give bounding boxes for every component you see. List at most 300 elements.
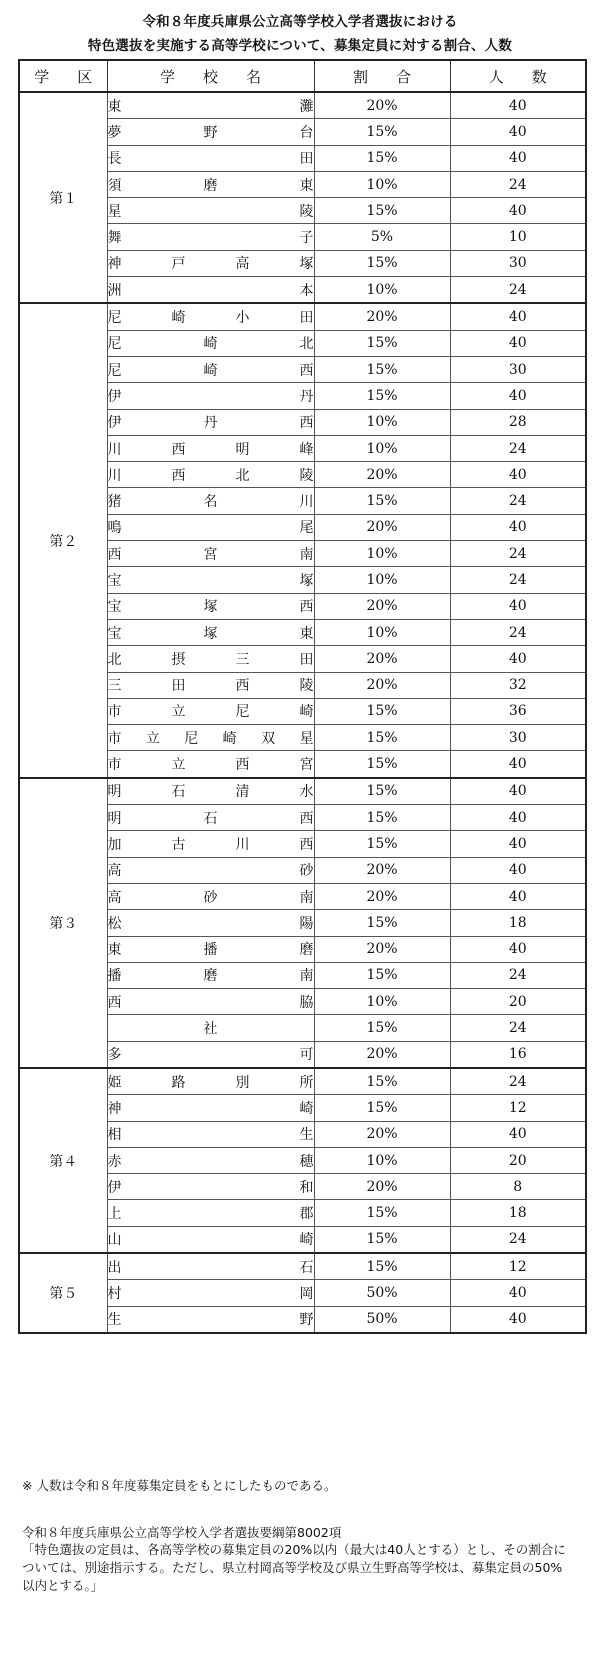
header-char: 数 [531, 67, 547, 86]
school-name-char: 磨 [203, 177, 218, 194]
school-name-cell [107, 409, 314, 435]
ratio-cell: 15% [314, 1200, 450, 1226]
school-name-char: 明 [107, 784, 122, 801]
ratio-cell: 15% [314, 330, 450, 356]
school-name-char: 峰 [299, 441, 314, 458]
header-count [450, 60, 586, 92]
school-name-char: 明 [107, 810, 122, 827]
school-name-cell [107, 330, 314, 356]
school-name-cell [107, 198, 314, 224]
school-name-char: 尼 [235, 704, 250, 721]
ratio-cell: 5% [314, 224, 450, 250]
school-name-char: 西 [299, 836, 314, 853]
ratio-cell: 15% [314, 725, 450, 751]
school-name-cell [107, 383, 314, 409]
count-cell: 40 [450, 751, 586, 778]
school-name-char: 西 [299, 599, 314, 616]
school-name-char: 田 [299, 651, 314, 668]
ratio-cell: 15% [314, 1068, 450, 1095]
table-row [19, 1068, 586, 1095]
school-name-cell [107, 514, 314, 540]
count-cell: 10 [450, 224, 586, 250]
count-cell: 40 [450, 1306, 586, 1333]
school-name-char: 須 [107, 177, 122, 194]
school-name-char: 山 [107, 1232, 122, 1249]
ratio-cell: 10% [314, 619, 450, 645]
school-name-char: 伊 [107, 1179, 122, 1196]
ratio-cell: 20% [314, 1174, 450, 1200]
school-name-char: 野 [299, 1312, 314, 1329]
header-char: 人 [488, 67, 504, 86]
count-cell: 40 [450, 1121, 586, 1147]
ratio-cell: 15% [314, 356, 450, 382]
school-name-char: 宝 [107, 625, 122, 642]
school-name-char: 双 [261, 730, 276, 747]
count-cell: 24 [450, 488, 586, 514]
school-name-char: 崎 [203, 336, 218, 353]
school-name-char: 陵 [299, 203, 314, 220]
ratio-cell: 20% [314, 936, 450, 962]
school-name-char: 崎 [299, 704, 314, 721]
ratio-cell: 20% [314, 646, 450, 672]
school-name-char: 尾 [299, 520, 314, 537]
school-name-char: 野 [203, 124, 218, 141]
school-name-char: 郡 [299, 1206, 314, 1223]
school-name-char: 西 [235, 757, 250, 774]
school-name-char: 摂 [171, 651, 186, 668]
ratio-cell: 15% [314, 778, 450, 805]
count-cell: 40 [450, 778, 586, 805]
school-name-char: 脇 [299, 994, 314, 1011]
school-name-char: 尼 [107, 336, 122, 353]
count-cell: 8 [450, 1174, 586, 1200]
school-name-char: 神 [107, 1100, 122, 1117]
count-cell: 20 [450, 1147, 586, 1173]
ratio-cell: 15% [314, 383, 450, 409]
count-cell: 30 [450, 725, 586, 751]
count-cell: 16 [450, 1041, 586, 1068]
school-name-char: 陵 [299, 467, 314, 484]
ratio-cell: 10% [314, 1147, 450, 1173]
school-name-char: 北 [235, 467, 250, 484]
school-name-char: 上 [107, 1206, 122, 1223]
school-name-cell [107, 1041, 314, 1068]
school-name-char: 東 [299, 625, 314, 642]
ratio-cell: 20% [314, 1121, 450, 1147]
school-name-char: 星 [107, 203, 122, 220]
count-cell: 24 [450, 1226, 586, 1253]
count-cell: 40 [450, 145, 586, 171]
school-name-cell [107, 92, 314, 119]
ratio-cell: 10% [314, 171, 450, 197]
count-cell: 40 [450, 1280, 586, 1306]
school-name-char: 尼 [107, 362, 122, 379]
school-name-cell [107, 1174, 314, 1200]
header-char: 合 [396, 67, 412, 86]
school-name-char: 南 [299, 889, 314, 906]
district-cell: 第４ [19, 1068, 107, 1253]
school-name-char: 西 [299, 415, 314, 432]
school-name-char: 赤 [107, 1153, 122, 1170]
school-name-cell [107, 805, 314, 831]
count-cell: 36 [450, 698, 586, 724]
school-name-cell [107, 883, 314, 909]
school-name-cell [107, 224, 314, 250]
ratio-cell: 10% [314, 541, 450, 567]
school-name-char: 立 [171, 757, 186, 774]
ratio-cell: 15% [314, 1253, 450, 1280]
ratio-cell: 20% [314, 92, 450, 119]
ratio-cell: 50% [314, 1306, 450, 1333]
school-name-char: 小 [235, 310, 250, 327]
count-cell: 40 [450, 462, 586, 488]
ratio-cell: 15% [314, 805, 450, 831]
school-name-char: 路 [171, 1074, 186, 1091]
school-name-char: 舞 [107, 230, 122, 247]
school-name-char: 加 [107, 836, 122, 853]
school-name-cell [107, 119, 314, 145]
school-name-char: 相 [107, 1127, 122, 1144]
table-row [19, 1253, 586, 1280]
school-name-char: 田 [299, 151, 314, 168]
ratio-cell: 20% [314, 462, 450, 488]
school-name-char: 塚 [203, 625, 218, 642]
ratio-cell: 15% [314, 145, 450, 171]
school-name-cell [107, 646, 314, 672]
school-name-char: 崎 [299, 1232, 314, 1249]
ratio-cell: 15% [314, 1095, 450, 1121]
school-name-char: 高 [107, 863, 122, 880]
school-name-char: 西 [299, 810, 314, 827]
regulation-quote: 「特色選抜の定員は、各高等学校の募集定員の20%以内（最大は40人とする）とし、その割合については、別途指示する。ただし、県立村岡高等学校及び県立生野高等学校は、募集定員の50%以内とする。」 [22, 1542, 566, 1593]
school-name-char: 丹 [299, 388, 314, 405]
district-cell: 第５ [19, 1253, 107, 1333]
table-row [19, 92, 586, 119]
school-name-char: 和 [299, 1179, 314, 1196]
school-name-cell [107, 672, 314, 698]
school-name-cell [107, 567, 314, 593]
count-cell: 24 [450, 619, 586, 645]
school-name-cell [107, 698, 314, 724]
count-cell: 12 [450, 1095, 586, 1121]
school-name-char: 台 [299, 124, 314, 141]
header-char: 割 [352, 67, 368, 86]
count-cell: 24 [450, 962, 586, 988]
school-name-cell [107, 962, 314, 988]
school-name-char: 鳴 [107, 520, 122, 537]
school-name-char: 星 [299, 730, 314, 747]
school-name-char: 三 [107, 678, 122, 695]
school-name-char: 村 [107, 1286, 122, 1302]
school-name-cell [107, 1015, 314, 1041]
school-name-char: 田 [299, 310, 314, 327]
school-name-cell [107, 356, 314, 382]
school-name-cell [107, 857, 314, 883]
school-name-char: 出 [107, 1259, 122, 1276]
ratio-cell: 15% [314, 250, 450, 276]
count-cell: 40 [450, 883, 586, 909]
count-cell: 24 [450, 171, 586, 197]
school-name-char: 穂 [299, 1153, 314, 1170]
count-cell: 30 [450, 356, 586, 382]
count-cell: 40 [450, 92, 586, 119]
school-name-cell [107, 1200, 314, 1226]
count-cell: 12 [450, 1253, 586, 1280]
ratio-cell: 20% [314, 593, 450, 619]
school-name-char: 本 [299, 282, 314, 299]
ratio-cell: 15% [314, 698, 450, 724]
school-name-char: 立 [145, 730, 160, 747]
school-name-cell [107, 751, 314, 778]
count-cell: 40 [450, 805, 586, 831]
ratio-cell: 10% [314, 989, 450, 1015]
school-name-cell [107, 1253, 314, 1280]
school-name-char: 夢 [107, 124, 122, 141]
ratio-cell: 10% [314, 277, 450, 304]
school-name-char: 高 [107, 889, 122, 906]
count-cell: 28 [450, 409, 586, 435]
district-cell: 第２ [19, 303, 107, 777]
school-name-char: 西 [299, 362, 314, 379]
count-cell: 40 [450, 330, 586, 356]
school-name-cell [107, 488, 314, 514]
school-name-char: 東 [107, 942, 122, 959]
school-name-cell [107, 1280, 314, 1306]
ratio-cell: 15% [314, 1015, 450, 1041]
ratio-cell: 20% [314, 883, 450, 909]
ratio-cell: 20% [314, 1041, 450, 1068]
count-cell: 40 [450, 646, 586, 672]
school-name-cell [107, 1121, 314, 1147]
header-char: 名 [246, 67, 262, 86]
school-name-char: 名 [203, 494, 218, 511]
school-name-char: 生 [107, 1312, 122, 1329]
school-name-char: 長 [107, 151, 122, 168]
school-name-char: 宮 [299, 757, 314, 774]
count-cell: 40 [450, 198, 586, 224]
count-cell: 18 [450, 910, 586, 936]
school-name-char: 川 [299, 494, 314, 511]
ratio-cell: 15% [314, 831, 450, 857]
count-cell: 24 [450, 277, 586, 304]
count-cell: 24 [450, 1015, 586, 1041]
school-name-char: 水 [299, 784, 314, 801]
footnote: ※ 人数は令和８年度募集定員をもとにしたものである。 [22, 1478, 337, 1493]
school-name-char: 三 [235, 651, 250, 668]
school-name-char: 生 [299, 1127, 314, 1144]
school-name-char: 西 [171, 467, 186, 484]
count-cell: 24 [450, 541, 586, 567]
count-cell: 40 [450, 119, 586, 145]
school-name-char: 西 [107, 546, 122, 563]
district-cell: 第３ [19, 778, 107, 1068]
school-name-cell [107, 778, 314, 805]
school-name-cell [107, 725, 314, 751]
school-name-cell [107, 1226, 314, 1253]
header-district [19, 60, 107, 92]
school-name-cell [107, 936, 314, 962]
ratio-cell: 20% [314, 303, 450, 330]
school-name-char: 伊 [107, 415, 122, 432]
school-name-cell [107, 462, 314, 488]
ratio-cell: 15% [314, 1226, 450, 1253]
school-name-char: 松 [107, 915, 122, 932]
school-name-cell [107, 435, 314, 461]
header-char: 学 [159, 67, 175, 86]
school-name-cell [107, 619, 314, 645]
school-name-char: 丹 [203, 415, 218, 432]
school-name-char: 石 [171, 784, 186, 801]
ratio-cell: 20% [314, 514, 450, 540]
school-name-char: 社 [203, 1021, 218, 1038]
school-name-char: 播 [203, 942, 218, 959]
school-name-char: 川 [107, 441, 122, 458]
school-name-char: 別 [235, 1074, 250, 1091]
school-name-char: 高 [235, 256, 250, 273]
school-name-char: 宮 [203, 546, 218, 563]
table-row [19, 303, 586, 330]
school-name-char: 姫 [107, 1074, 122, 1091]
school-name-char: 戸 [171, 256, 186, 273]
school-name-char: 西 [235, 678, 250, 695]
school-name-char: 西 [171, 441, 186, 458]
school-name-char: 崎 [299, 1100, 314, 1117]
school-name-cell [107, 1306, 314, 1333]
school-name-char: 東 [299, 177, 314, 194]
school-name-cell [107, 171, 314, 197]
count-cell: 40 [450, 831, 586, 857]
school-name-char: 磨 [299, 942, 314, 959]
school-name-cell [107, 250, 314, 276]
district-cell: 第１ [19, 92, 107, 303]
ratio-cell: 15% [314, 751, 450, 778]
school-name-char: 崎 [171, 310, 186, 327]
school-name-cell [107, 1068, 314, 1095]
count-cell: 32 [450, 672, 586, 698]
header-school-name [107, 60, 314, 92]
school-name-char: 塚 [299, 256, 314, 273]
school-name-cell [107, 1095, 314, 1121]
ratio-cell: 10% [314, 409, 450, 435]
school-name-char: 猪 [107, 494, 122, 511]
school-name-char: 播 [107, 968, 122, 985]
school-name-char: 南 [299, 968, 314, 985]
school-name-char: 尼 [107, 310, 122, 327]
count-cell: 24 [450, 435, 586, 461]
ratio-cell: 15% [314, 962, 450, 988]
school-name-cell [107, 989, 314, 1015]
school-name-char: 岡 [299, 1286, 314, 1302]
school-name-char: 市 [107, 730, 122, 747]
count-cell: 40 [450, 593, 586, 619]
school-name-cell [107, 541, 314, 567]
school-name-char: 南 [299, 546, 314, 563]
count-cell: 24 [450, 1068, 586, 1095]
school-name-char: 東 [107, 98, 122, 115]
quota-table [18, 59, 587, 1334]
school-name-char: 砂 [203, 889, 218, 906]
ratio-cell: 10% [314, 567, 450, 593]
school-name-char: 磨 [203, 968, 218, 985]
table-row [19, 778, 586, 805]
ratio-cell: 15% [314, 488, 450, 514]
ratio-cell: 20% [314, 672, 450, 698]
school-name-char: 崎 [222, 730, 237, 747]
school-name-char: 洲 [107, 282, 122, 299]
school-name-cell [107, 145, 314, 171]
school-name-char: 伊 [107, 388, 122, 405]
school-name-char: 尼 [184, 730, 199, 747]
school-name-char: 可 [299, 1047, 314, 1064]
table-body [19, 92, 586, 1333]
count-cell: 40 [450, 514, 586, 540]
count-cell: 40 [450, 303, 586, 330]
header-ratio [314, 60, 450, 92]
header-char: 学 [34, 67, 50, 86]
school-name-char: 石 [203, 810, 218, 827]
school-name-char: 市 [107, 704, 122, 721]
ratio-cell: 15% [314, 198, 450, 224]
school-name-char: 宝 [107, 572, 122, 589]
school-name-char: 崎 [203, 362, 218, 379]
table-header-row [19, 60, 586, 92]
ratio-cell: 15% [314, 910, 450, 936]
school-name-char: 所 [299, 1074, 314, 1091]
school-name-char: 子 [299, 230, 314, 247]
count-cell: 18 [450, 1200, 586, 1226]
count-cell: 40 [450, 857, 586, 883]
school-name-char: 北 [299, 336, 314, 353]
school-name-char: 石 [299, 1259, 314, 1276]
header-char: 区 [77, 67, 93, 86]
count-cell: 20 [450, 989, 586, 1015]
school-name-char: 市 [107, 757, 122, 774]
page-title-line-2: 特色選抜を実施する高等学校について、募集定員に対する割合、人数 [87, 38, 513, 54]
school-name-char: 塚 [299, 572, 314, 589]
school-name-char: 清 [235, 784, 250, 801]
source-reference: 令和８年度兵庫県公立高等学校入学者選抜要綱第8002項 [22, 1525, 342, 1540]
school-name-cell [107, 1147, 314, 1173]
school-name-cell [107, 303, 314, 330]
ratio-cell: 10% [314, 435, 450, 461]
school-name-cell [107, 831, 314, 857]
school-name-char: 立 [171, 704, 186, 721]
school-name-cell [107, 277, 314, 304]
school-name-char: 塚 [203, 599, 218, 616]
school-name-char: 西 [107, 994, 122, 1011]
header-char: 校 [202, 67, 218, 86]
school-name-char: 古 [171, 836, 186, 853]
school-name-char: 砂 [299, 863, 314, 880]
count-cell: 24 [450, 567, 586, 593]
ratio-cell: 20% [314, 857, 450, 883]
school-name-char: 陽 [299, 915, 314, 932]
school-name-char: 多 [107, 1047, 122, 1064]
school-name-char: 川 [235, 836, 250, 853]
count-cell: 40 [450, 383, 586, 409]
ratio-cell: 50% [314, 1280, 450, 1306]
school-name-char: 田 [171, 678, 186, 695]
school-name-cell [107, 910, 314, 936]
school-name-char: 宝 [107, 599, 122, 616]
school-name-char: 川 [107, 467, 122, 484]
count-cell: 30 [450, 250, 586, 276]
count-cell: 40 [450, 936, 586, 962]
school-name-char: 神 [107, 256, 122, 273]
school-name-char: 陵 [299, 678, 314, 695]
page-title-line-1: 令和８年度兵庫県公立高等学校入学者選抜における [142, 14, 458, 30]
school-name-cell [107, 593, 314, 619]
